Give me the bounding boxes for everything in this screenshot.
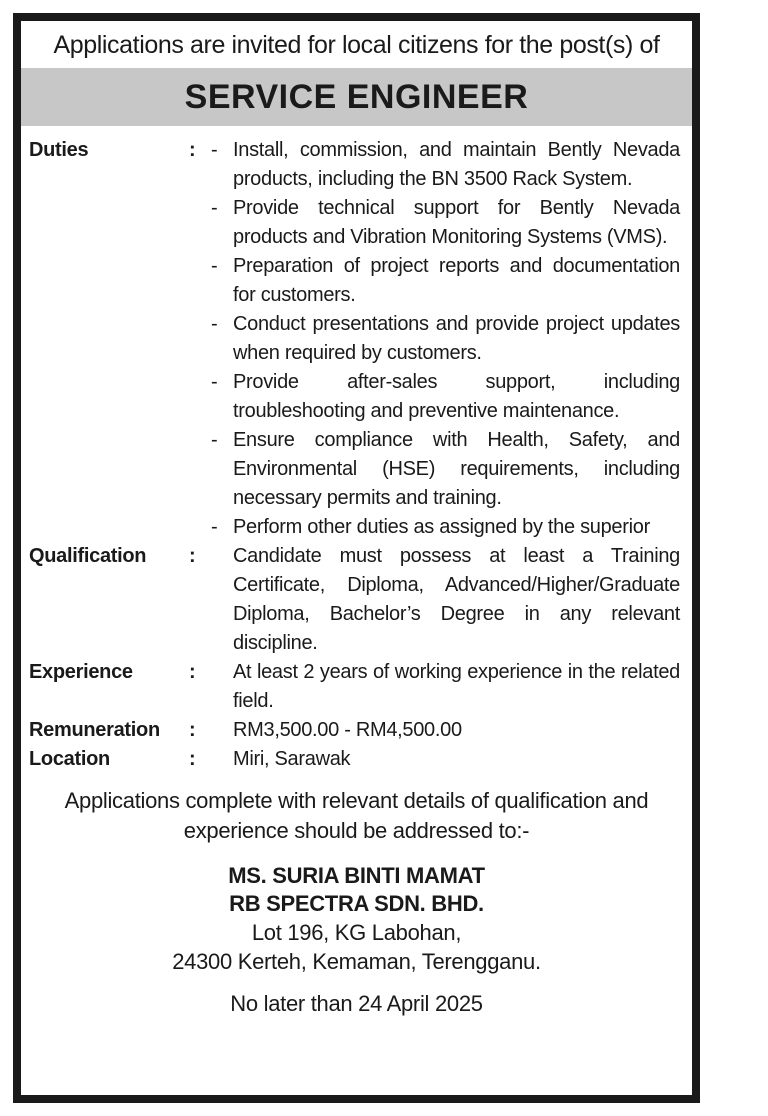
detail-row-experience	[29, 658, 680, 716]
duty-dash: -	[211, 197, 218, 219]
duty-item	[211, 368, 680, 426]
closing-section	[21, 786, 692, 1019]
duty-text: Provide technical support for Bently Nevada products and Vibration Monitoring Systems (VMS).	[233, 197, 680, 248]
duty-text: Provide after-sales support, including troubleshooting and preventive maintenance.	[233, 371, 680, 422]
duty-text: Perform other duties as assigned by the superior	[233, 516, 650, 538]
job-title-banner	[21, 68, 692, 126]
detail-row-location	[29, 745, 680, 774]
qualification-item	[211, 542, 680, 658]
job-ad-document	[13, 13, 700, 1103]
deadline-text: No later than 24 April 2025	[230, 991, 483, 1016]
job-title: SERVICE ENGINEER	[184, 78, 529, 116]
duty-dash: -	[211, 139, 218, 161]
duty-item	[211, 194, 680, 252]
remuneration-colon: :	[189, 719, 196, 741]
duty-dash: -	[211, 255, 218, 277]
duty-dash: -	[211, 371, 218, 393]
duty-dash: -	[211, 313, 218, 335]
qualification-text: Candidate must possess at least a Training Certificate, Diploma, Advanced/Higher/Graduate Diploma, Bachelor’s Degree in any relevant discipline.	[233, 545, 680, 654]
remuneration-text: RM3,500.00 - RM4,500.00	[233, 719, 462, 741]
duties-list	[211, 136, 680, 542]
closing-instruction: Applications complete with relevant details of qualification and experience should be addressed to:-	[64, 788, 649, 843]
experience-label: Experience	[29, 661, 133, 683]
address-line-1: Lot 196, KG Labohan,	[251, 920, 462, 945]
location-colon: :	[189, 748, 196, 770]
duty-text: Ensure compliance with Health, Safety, and Environmental (HSE) requirements, including necessary permits and training.	[233, 429, 680, 509]
duty-item	[211, 252, 680, 310]
duty-dash: -	[211, 429, 218, 451]
duties-label: Duties	[29, 139, 89, 161]
duties-colon: :	[189, 139, 196, 161]
qualification-colon: :	[189, 545, 196, 567]
experience-colon: :	[189, 661, 196, 683]
address-line-2: 24300 Kerteh, Kemaman, Terengganu.	[172, 949, 541, 974]
duty-text: Preparation of project reports and documentation for customers.	[233, 255, 680, 306]
location-label: Location	[29, 748, 110, 770]
remuneration-item	[211, 716, 680, 745]
duty-text: Install, commission, and maintain Bently Nevada products, including the BN 3500 Rack System.	[233, 139, 680, 190]
detail-row-qualification	[29, 542, 680, 658]
duty-dash: -	[211, 516, 218, 538]
experience-item	[211, 658, 680, 716]
details-section	[21, 126, 692, 774]
contact-block	[21, 862, 692, 918]
duty-text: Conduct presentations and provide project updates when required by customers.	[233, 313, 680, 364]
duty-item	[211, 513, 680, 542]
duty-item	[211, 310, 680, 368]
detail-row-duties	[29, 136, 680, 542]
address-block	[21, 918, 692, 976]
detail-row-remuneration	[29, 716, 680, 745]
company-name: RB SPECTRA SDN. BHD.	[229, 891, 484, 916]
experience-text: At least 2 years of working experience in the related field.	[233, 661, 680, 712]
duty-item	[211, 136, 680, 194]
remuneration-label: Remuneration	[29, 719, 160, 741]
location-item	[211, 745, 680, 774]
location-text: Miri, Sarawak	[233, 748, 351, 770]
qualification-label: Qualification	[29, 545, 147, 567]
duty-item	[211, 426, 680, 513]
intro-text: Applications are invited for local citizens for the post(s) of	[53, 31, 660, 59]
contact-name: MS. SURIA BINTI MAMAT	[228, 863, 485, 888]
